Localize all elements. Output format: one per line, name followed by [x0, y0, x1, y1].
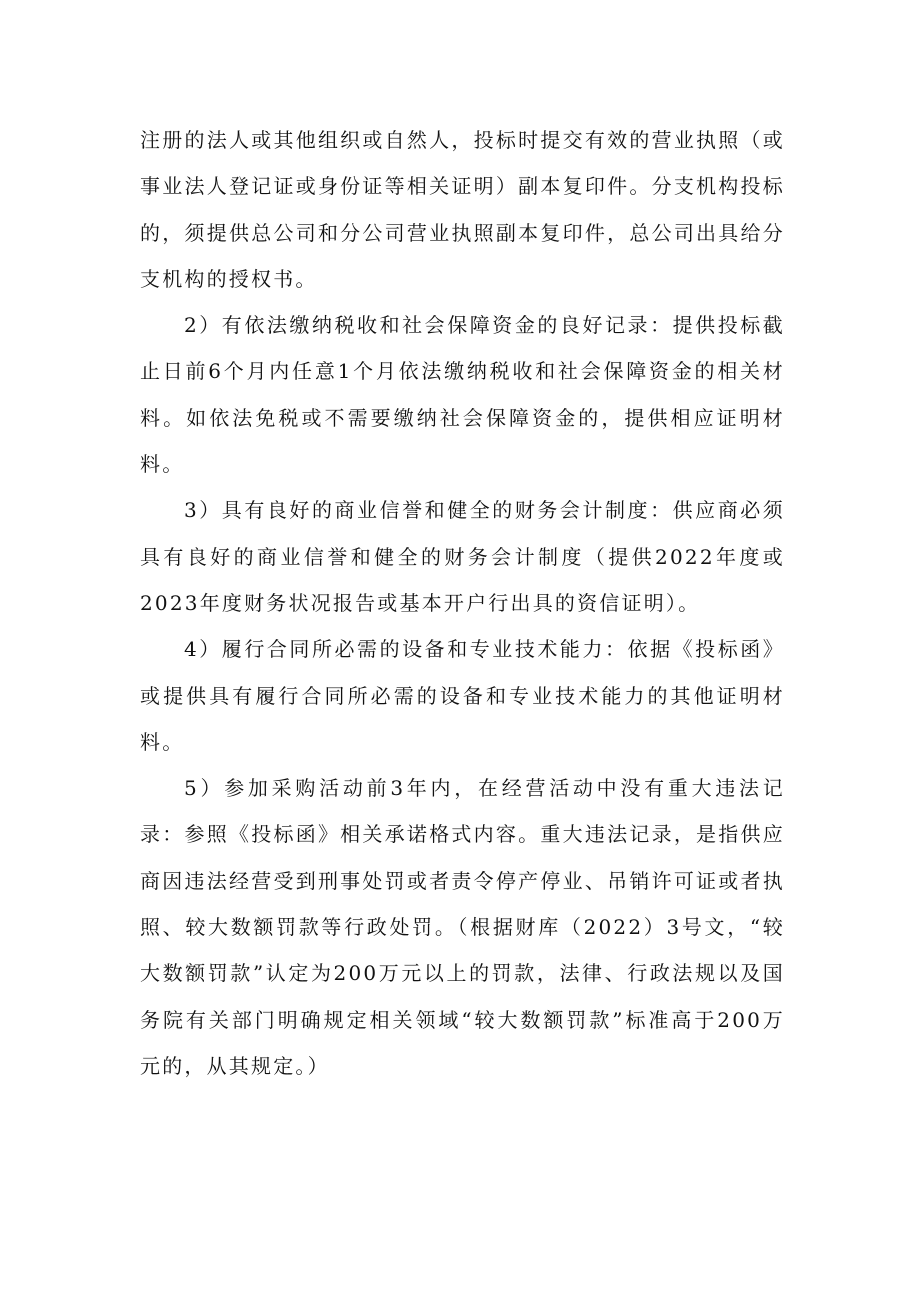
document-body: [140, 117, 785, 1089]
paragraph-business-reputation: 3）具有良好的商业信誉和健全的财务会计制度：供应商必须具有良好的商业信誉和健全的财务会计制度（提供2022年度或2023年度财务状况报告或基本开户行出具的资信证明）。: [140, 498, 785, 615]
paragraph-tax-social-security: 2）有依法缴纳税收和社会保障资金的良好记录：提供投标截止日前6个月内任意1个月依法缴纳税收和社会保障资金的相关材料。如依法免税或不需要缴纳社会保障资金的，提供相应证明材料。: [140, 313, 785, 477]
paragraph-equipment-capability: 4）履行合同所必需的设备和专业技术能力：依据《投标函》或提供具有履行合同所必需的设备和专业技术能力的其他证明材料。: [140, 637, 785, 754]
paragraph-no-major-violations: 5）参加采购活动前3年内，在经营活动中没有重大违法记录：参照《投标函》相关承诺格式内容。重大违法记录，是指供应商因违法经营受到刑事处罚或者责令停产停业、吊销许可证或者执照、较大数额罚款等行政处罚。（根据财库（2022）3号文，“较大数额罚款”认定为200万元以上的罚款，法律、行政法规以及国务院有关部门明确规定相关领域“较大数额罚款”标准高于200万元的，从其规定。）: [140, 776, 785, 1078]
paragraph-registration: 注册的法人或其他组织或自然人，投标时提交有效的营业执照（或事业法人登记证或身份证等相关证明）副本复印件。分支机构投标的，须提供总公司和分公司营业执照副本复印件，总公司出具给分支机构的授权书。: [140, 128, 785, 291]
